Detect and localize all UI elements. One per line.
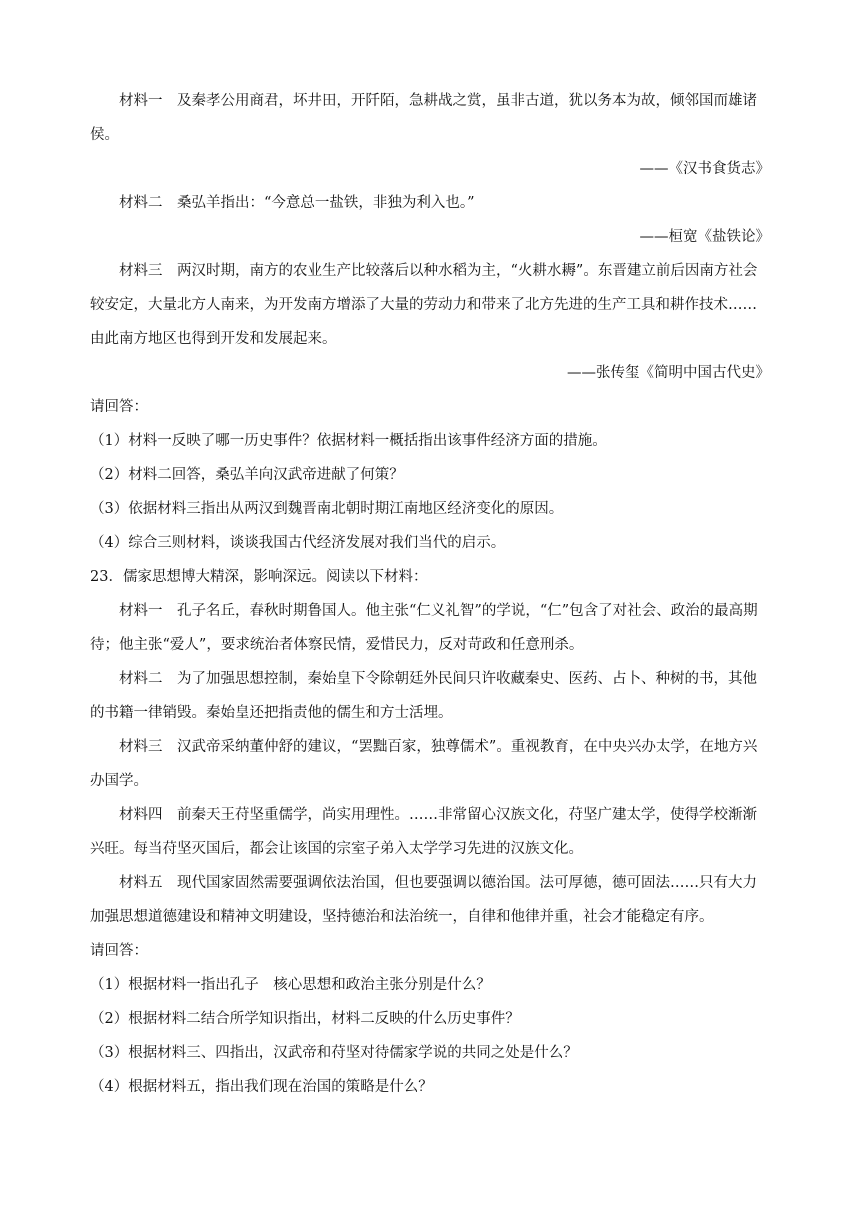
q23-material-4-paragraph: 材料四 前秦天王苻坚重儒学，尚实用理性。……非常留心汉族文化，苻坚广建太学，使得学校渐渐兴旺。每当苻坚灭国后，都会让该国的宗室子弟入太学学习先进的汉族文化。 xyxy=(90,807,757,857)
q23-material-1-paragraph: 材料一 孔子名丘，春秋时期鲁国人。他主张“仁义礼智”的学说，“仁”包含了对社会、政治的最高期待；他主张“爱人”，要求统治者体察民情，爱惜民力，反对苛政和任意刑杀。 xyxy=(90,603,758,653)
question-4: （4）综合三则材料，谈谈我国古代经济发展对我们当代的启示。 xyxy=(90,535,506,551)
material-2-source: ——桓宽《盐铁论》 xyxy=(639,229,770,245)
q23-question-3: （3）根据材料三、四指出，汉武帝和苻坚对待儒家学说的共同之处是什么？ xyxy=(90,1045,578,1061)
q23-question-2: （2）根据材料二结合所学知识指出，材料二反映的什么历史事件？ xyxy=(90,1011,520,1027)
q23-material-2-paragraph: 材料二 为了加强思想控制，秦始皇下令除朝廷外民间只许收藏秦史、医药、占卜、种树的书，其他的书籍一律销毁。秦始皇还把指责他的儒生和方士活埋。 xyxy=(90,671,757,721)
material-1-paragraph: 材料一 及秦孝公用商君，坏井田，开阡陌，急耕战之赏，虽非古道，犹以务本为故，倾邻国而雄诸侯。 xyxy=(90,93,757,143)
material-2-paragraph: 材料二 桑弘羊指出：“今意总一盐铁，非独为利入也。” xyxy=(119,195,475,211)
question-3: （3）依据材料三指出从两汉到魏晋南北朝时期江南地区经济变化的原因。 xyxy=(90,501,564,517)
question-1: （1）材料一反映了哪一历史事件？依据材料一概括指出该事件经济方面的措施。 xyxy=(90,433,607,449)
q23-question-4: （4）根据材料五，指出我们现在治国的策略是什么？ xyxy=(90,1079,433,1095)
material-3-paragraph: 材料三 两汉时期，南方的农业生产比较落后以种水稻为主，“火耕水耨”。东晋建立前后因南方社会较安定，大量北方人南来，为开发南方增添了大量的劳动力和带来了北方先进的生产工具和耕作技术……由此南方地区也得到开发和发展起来。 xyxy=(90,263,758,347)
question-23-heading: 23．儒家思想博大精深，影响深远。阅读以下材料： xyxy=(90,569,428,585)
q23-material-3-paragraph: 材料三 汉武帝采纳董仲舒的建议，“罢黜百家，独尊儒术”。重视教育，在中央兴办太学，在地方兴办国学。 xyxy=(90,739,758,789)
q23-material-5-paragraph: 材料五 现代国家固然需要强调依法治国，但也要强调以德治国。法可厚德，德可固法……只有大力加强思想道德建设和精神文明建设，坚持德治和法治统一，自律和他律并重，社会才能稳定有序。 xyxy=(90,875,757,925)
question-2: （2）材料二回答，桑弘羊向汉武帝进献了何策？ xyxy=(90,467,404,483)
material-1-source: ——《汉书食货志》 xyxy=(639,161,770,177)
answer-prompt: 请回答： xyxy=(90,399,148,415)
q23-question-1: （1）根据材料一指出孔子 核心思想和政治主张分别是什么？ xyxy=(90,977,491,993)
q23-answer-prompt: 请回答： xyxy=(90,943,148,959)
material-3-source: ——张传玺《简明中国古代史》 xyxy=(567,365,770,381)
